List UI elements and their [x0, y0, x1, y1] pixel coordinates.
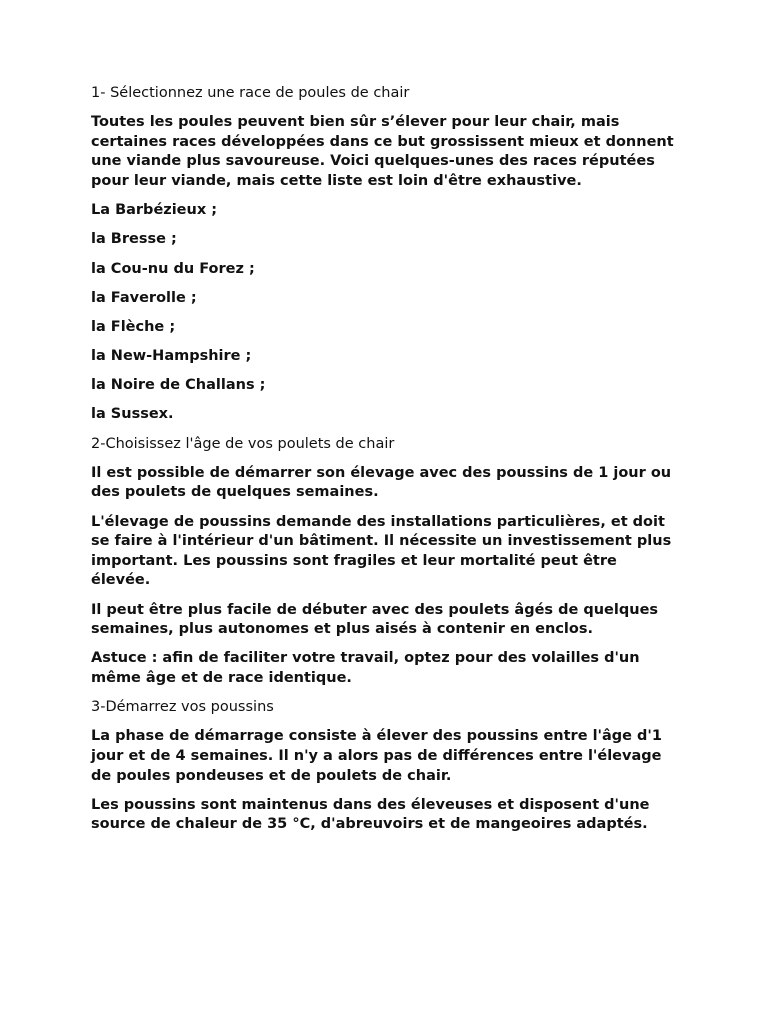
- section-3-heading: 3-Démarrez vos poussins: [91, 699, 274, 716]
- section-2-paragraph: Il est possible de démarrer son élevage avec des poussins de 1 jour ou des poulets de quelques semaines.: [91, 464, 672, 501]
- breed-item: la Faverolle ;: [91, 289, 197, 306]
- section-2-heading: 2-Choisissez l'âge de vos poulets de chair: [91, 435, 395, 452]
- breed-item: la Bresse ;: [91, 231, 177, 248]
- section-1-heading: 1- Sélectionnez une race de poules de chair: [91, 85, 410, 101]
- section-3-paragraph: La phase de démarrage consiste à élever des poussins entre l'âge d'1 jour et de 4 semaines. Il n'y a alors pas de différences entre l'élevage de poules pondeuses et de poulets de chair.: [91, 728, 662, 784]
- section-2-tip: Astuce : afin de faciliter votre travail, optez pour des volailles d'un même âge et de race identique.: [91, 650, 640, 686]
- section-2-paragraph: L'élevage de poussins demande des installations particulières, et doit se faire à l'intérieur d'un bâtiment. Il nécessite un investissement plus important. Les poussins sont fragiles et leur mortalité peut être élevée.: [91, 513, 672, 589]
- breed-item: La Barbézieux ;: [91, 202, 218, 219]
- section-1-intro: Toutes les poules peuvent bien sûr s’élever pour leur chair, mais certaines races développées dans ce but grossissent mieux et donnent une viande plus savoureuse. Voici quelques-unes des races réputées pour leur viande, mais cette liste est loin d'être exhaustive.: [91, 114, 674, 189]
- breed-item: la Flèche ;: [91, 318, 176, 335]
- section-2-paragraph: Il peut être plus facile de débuter avec des poulets âgés de quelques semaines, plus autonomes et plus aisés à contenir en enclos.: [91, 601, 659, 638]
- breed-item: la New-Hampshire ;: [91, 348, 252, 365]
- breed-item: la Sussex.: [91, 406, 174, 423]
- document-body: [91, 84, 681, 845]
- section-3-paragraph: Les poussins sont maintenus dans des éleveuses et disposent d'une source de chaleur de 35 °C, d'abreuvoirs et de mangeoires adaptés.: [91, 796, 650, 833]
- breed-item: la Cou-nu du Forez ;: [91, 260, 255, 277]
- breed-item: la Noire de Challans ;: [91, 377, 266, 394]
